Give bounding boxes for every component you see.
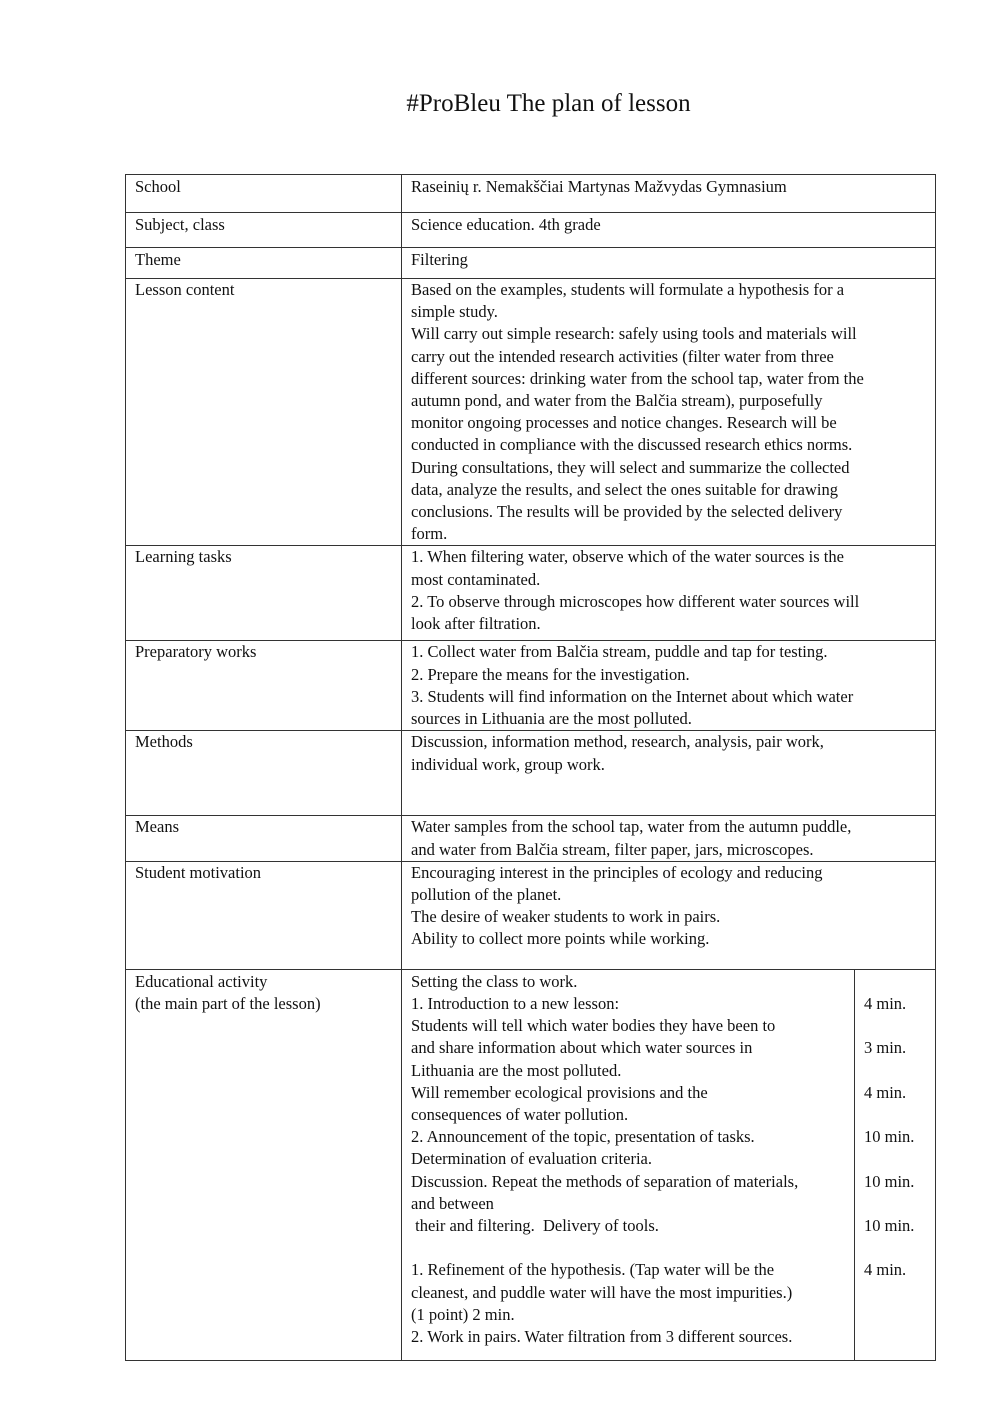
text-line: cleanest, and puddle water will have the most impurities.) [411, 1282, 793, 1302]
text-line: consequences of water pollution. [411, 1105, 629, 1125]
text-line: 2. Work in pairs. Water filtration from 3 different sources. [411, 1327, 793, 1347]
duration [864, 971, 935, 993]
text-line: conclusions. The results will be provided by the selected delivery [411, 502, 843, 522]
activity-label-line: (the main part of the lesson) [135, 994, 321, 1014]
activity-grid [402, 970, 935, 1360]
school-value: Raseinių r. Nemakščiai Martynas Mažvydas Gymnasium [402, 175, 936, 213]
table-row [126, 175, 936, 213]
text-line: 1. When filtering water, observe which of the water sources is the [411, 547, 844, 567]
text-line: sources in Lithuania are the most polluted. [411, 709, 692, 729]
table-row [126, 279, 936, 546]
text-line: 1. Collect water from Balčia stream, puddle and tap for testing. [411, 642, 828, 662]
text-line: monitor ongoing processes and notice changes. Research will be [411, 413, 837, 433]
text-line: Determination of evaluation criteria. [411, 1149, 652, 1169]
row-label-school: School [126, 175, 402, 213]
text-line: conducted in compliance with the discussed research ethics norms. [411, 435, 853, 455]
text-line: look after filtration. [411, 614, 541, 634]
text-line: (1 point) 2 min. [411, 1304, 515, 1324]
activity-label-line: Educational activity [135, 971, 268, 991]
text-line: carry out the intended research activities (filter water from three [411, 346, 834, 366]
text-line: The desire of weaker students to work in pairs. [411, 907, 721, 927]
student-motivation-text [402, 861, 936, 969]
text-line: individual work, group work. [411, 754, 605, 774]
text-line: Water samples from the school tap, water from the autumn puddle, [411, 817, 852, 837]
table-row [126, 731, 936, 816]
text-line: 1. Refinement of the hypothesis. (Tap water will be the [411, 1260, 775, 1280]
duration: 10 min. [864, 1171, 915, 1191]
text-line: During consultations, they will select and summarize the collected [411, 457, 850, 477]
table-row [126, 546, 936, 641]
table-row [126, 641, 936, 731]
page-title: #ProBleu The plan of lesson [406, 90, 691, 117]
duration [864, 1060, 935, 1082]
text-line: different sources: drinking water from the school tap, water from the [411, 368, 864, 388]
row-label-motivation: Student motivation [126, 861, 402, 969]
duration: 4 min. [864, 1260, 907, 1280]
text-line: form. [411, 524, 448, 544]
text-line: 1. Introduction to a new lesson: [411, 994, 620, 1014]
text-line: Setting the class to work. [411, 971, 578, 991]
duration [864, 1104, 935, 1126]
theme-value: Filtering [402, 248, 936, 279]
methods-text [402, 731, 936, 816]
table-row [126, 861, 936, 969]
row-label-theme: Theme [126, 248, 402, 279]
duration [864, 1237, 935, 1259]
means-text [402, 816, 936, 861]
text-line: Will carry out simple research: safely using tools and materials will [411, 324, 857, 344]
duration: 10 min. [864, 1127, 915, 1147]
activity-durations [855, 970, 935, 1360]
row-label-tasks: Learning tasks [126, 546, 402, 641]
text-line: Discussion. Repeat the methods of separation of materials, [411, 1171, 799, 1191]
row-label-activity [126, 969, 402, 1360]
text-line: 3. Students will find information on the Internet about which water [411, 686, 854, 706]
text-line: and water from Balčia stream, filter paper, jars, microscopes. [411, 839, 814, 859]
row-label-methods: Methods [126, 731, 402, 816]
duration: 3 min. [864, 1038, 907, 1058]
text-line [411, 1237, 848, 1259]
duration [864, 1193, 935, 1215]
text-line: Students will tell which water bodies they have been to [411, 1016, 776, 1036]
table-row [126, 816, 936, 861]
text-line: Encouraging interest in the principles of ecology and reducing [411, 862, 823, 882]
duration [864, 1148, 935, 1170]
text-line: most contaminated. [411, 569, 541, 589]
row-label-means: Means [126, 816, 402, 861]
text-line: and between [411, 1193, 494, 1213]
text-line: Ability to collect more points while working. [411, 929, 710, 949]
activity-steps [402, 970, 855, 1360]
text-line: 2. To observe through microscopes how different water sources will [411, 591, 860, 611]
table-row [126, 248, 936, 279]
text-line: pollution of the planet. [411, 885, 562, 905]
text-line: and share information about which water sources in [411, 1038, 753, 1058]
text-line: 2. Prepare the means for the investigation. [411, 664, 690, 684]
lesson-plan-table [125, 174, 936, 1361]
duration: 4 min. [864, 994, 907, 1014]
text-line: Lithuania are the most polluted. [411, 1060, 622, 1080]
row-label-prep: Preparatory works [126, 641, 402, 731]
text-line: 2. Announcement of the topic, presentation of tasks. [411, 1127, 755, 1147]
row-label-subject: Subject, class [126, 213, 402, 248]
duration: 10 min. [864, 1215, 915, 1235]
lesson-content-text [402, 279, 936, 546]
text-line: simple study. [411, 302, 498, 322]
table-row [126, 969, 936, 1360]
duration [864, 1015, 935, 1037]
text-line: Discussion, information method, research, analysis, pair work, [411, 732, 824, 752]
preparatory-works-text [402, 641, 936, 731]
table-row [126, 213, 936, 248]
row-label-content: Lesson content [126, 279, 402, 546]
subject-value: Science education. 4th grade [402, 213, 936, 248]
educational-activity-cell [402, 969, 936, 1360]
text-line: autumn pond, and water from the Balčia stream), purposefully [411, 391, 823, 411]
duration: 4 min. [864, 1082, 907, 1102]
text-line: Based on the examples, students will formulate a hypothesis for a [411, 280, 845, 299]
text-line: data, analyze the results, and select the ones suitable for drawing [411, 479, 839, 499]
text-line: Will remember ecological provisions and the [411, 1082, 708, 1102]
learning-tasks-text [402, 546, 936, 641]
text-line: their and filtering. Delivery of tools. [411, 1216, 659, 1236]
